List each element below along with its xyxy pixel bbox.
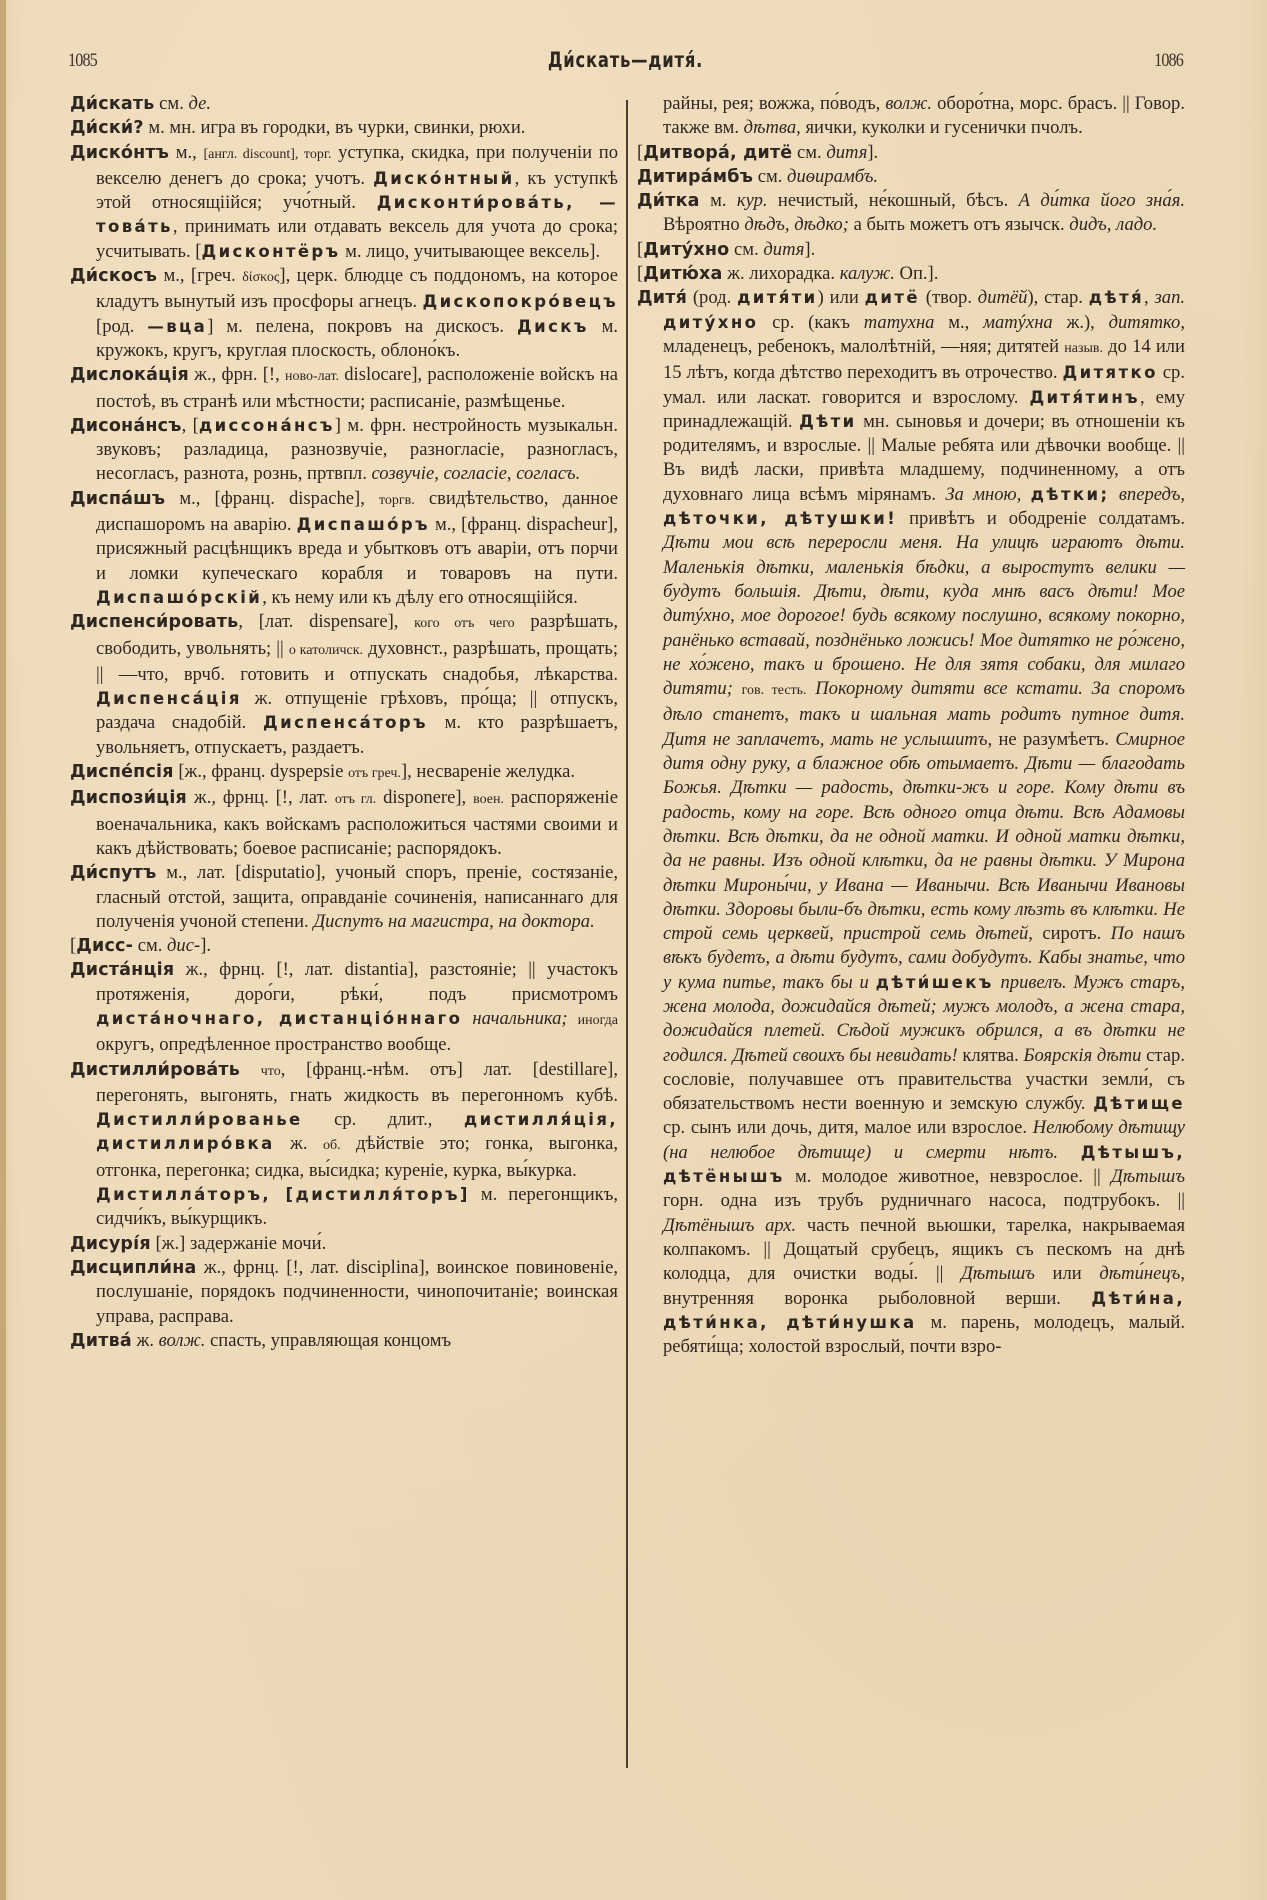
headword: Ди́скосъ xyxy=(70,266,158,287)
derived-headword: диста́ночнаго, дистанціо́ннаго xyxy=(96,1008,463,1028)
dictionary-entry xyxy=(70,363,618,414)
page-number-left: 1085 xyxy=(68,50,97,71)
dictionary-entry xyxy=(70,264,618,363)
definition-text: , яички, куколки и гусенички пчолъ. xyxy=(796,117,1083,139)
headword: Диспенси́ровать xyxy=(70,612,239,633)
definition-text: ], несвареніе желудка. xyxy=(400,761,576,783)
dictionary-entry xyxy=(70,487,618,610)
dictionary-entry xyxy=(70,1329,618,1353)
definition-text: [ xyxy=(637,263,644,285)
italic-example: татухна xyxy=(863,311,935,333)
italic-example: Дѣтышъ xyxy=(960,1263,1035,1285)
definition-text: а быть можетъ отъ язычск. xyxy=(848,214,1070,236)
italic-example: дѣдъ, дѣдко; xyxy=(744,214,849,236)
definition-text: ср. сынъ или дочь, дитя, малое или взрослое. xyxy=(663,1117,1033,1139)
definition-text: оборо́тна, морс. брасъ. || Говор. также вм. xyxy=(663,93,1185,139)
dictionary-subentry xyxy=(70,1183,618,1232)
derived-headword: Диспенса́торъ xyxy=(263,713,428,733)
derived-headword: Дитя́тинъ xyxy=(1029,387,1140,407)
italic-example: дитя xyxy=(763,238,805,260)
italic-example: дѣти́нецъ xyxy=(1099,1263,1181,1285)
definition-text: , [франц.-нѣм. отъ] лат. [destillare], перегонять, выгонять, гнать жидкость въ перегонномъ кубѣ. xyxy=(96,1058,618,1106)
definition-text: [ж., франц. dyspepsie xyxy=(173,761,349,783)
italic-example: дидъ, ладо. xyxy=(1069,214,1158,236)
derived-headword: Дитятко xyxy=(1062,363,1158,383)
italic-example: волж. xyxy=(885,93,933,114)
definition-text: клятва. xyxy=(957,1044,1024,1066)
dictionary-entry xyxy=(637,238,1185,262)
definition-text: м. перегонщикъ, сидчи́къ, вы́курщикъ. xyxy=(96,1184,618,1230)
abbreviation: отъ гл. xyxy=(334,792,377,808)
dictionary-entry xyxy=(70,141,618,264)
definition-text: [род. xyxy=(96,315,148,337)
derived-headword: дитя́ти xyxy=(737,288,818,308)
left-column xyxy=(70,92,618,1353)
italic-example: кур. xyxy=(736,190,768,212)
definition-text: disponere], xyxy=(376,787,474,809)
derived-headword: диссона́нсъ xyxy=(198,415,335,435)
derived-headword: Диспенса́ція xyxy=(96,689,242,709)
definition-text: dislocare], расположеніе войскъ на постоѣ, въ странѣ или мѣстности; расписаніе, размѣщенье. xyxy=(96,364,618,412)
definition-text: дѣйствіе это; гонка, выгонка, отгонка, перегонка; сидка, вы́сидка; куреніе, курка, вы́курка. xyxy=(96,1133,619,1181)
italic-example: калуж. xyxy=(839,263,895,285)
dictionary-entry xyxy=(70,610,618,760)
derived-headword: Дистилла́торъ, [дистилля́торъ] xyxy=(96,1185,470,1205)
derived-headword: дитё xyxy=(864,288,920,308)
dictionary-entry xyxy=(70,116,618,140)
derived-headword: Диско́нтный xyxy=(373,168,515,188)
definition-text xyxy=(869,972,876,993)
definition-text: Оп.]. xyxy=(894,263,939,285)
derived-headword: Дискъ xyxy=(517,316,589,336)
headword: Дитя́ xyxy=(637,288,688,309)
dictionary-entry xyxy=(637,165,1185,189)
definition-text: м. кружокъ, кругъ, круглая плоскость, облоно́къ. xyxy=(96,315,618,361)
italic-example: матýхна xyxy=(983,311,1053,333)
derived-headword: Дѣтышъ, дѣтёнышъ xyxy=(663,1142,1186,1187)
abbreviation: об. xyxy=(322,1138,341,1154)
definition-text: ж., фрн. [!, xyxy=(188,364,285,386)
headword: Дисципли́на xyxy=(70,1257,197,1278)
definition-text: часть печной вьюшки, тарелка, накрываемая колпакомъ. || Дощатый срубецъ, ящикъ съ пескомъ на днѣ колодца, для очистки воды́. || xyxy=(663,1214,1186,1285)
derived-headword: Диспашо́рскій xyxy=(96,587,263,607)
italic-example: диѳирамбъ. xyxy=(787,165,878,187)
derived-headword: Дисконтёръ xyxy=(201,241,341,261)
definition-text: см. xyxy=(133,935,168,957)
abbreviation: δίσκος xyxy=(242,270,280,286)
italic-example: начальника; xyxy=(472,1007,568,1029)
definition-text: , принимать или отдавать вексель для учота до срока; усчитывать. [ xyxy=(96,216,618,262)
headword: Дислока́ція xyxy=(70,365,189,386)
definition-text xyxy=(1021,484,1030,505)
abbreviation: кого отъ чего xyxy=(414,616,515,632)
dictionary-entry xyxy=(70,414,618,487)
right-column xyxy=(637,92,1185,1359)
abbreviation: что xyxy=(260,1063,281,1079)
definition-text: округъ, опредѣленное пространство вообще. xyxy=(96,1034,452,1056)
definition-text: , [лат. dispensare], xyxy=(238,611,415,633)
definition-text: , внутренняя воронка рыболовной верши. xyxy=(663,1263,1185,1309)
derived-headword: дѣти́шекъ xyxy=(875,972,994,992)
definition-text: распоряженіе военачальника, какъ войскамъ расположиться частями своими и какъ дѣйствовать; боевое расписаніе; распорядокъ. xyxy=(96,787,618,859)
dictionary-entry xyxy=(70,760,618,786)
definition-text: райны, рея; вожжа, по́водъ, xyxy=(663,93,886,114)
abbreviation: отъ греч. xyxy=(348,766,401,782)
italic-example: дитятко xyxy=(1108,311,1181,333)
italic-example: Боярскія дѣти xyxy=(1023,1044,1142,1066)
headword: Диспа́шъ xyxy=(70,488,166,509)
dictionary-entry xyxy=(70,861,618,934)
definition-text: ] м. пелена, покровъ на дискосъ. xyxy=(207,315,518,337)
definition-text: ж. xyxy=(274,1133,323,1155)
headword: Дитира́мбъ xyxy=(637,166,754,187)
italic-example: созвучіе, согласіе, согласъ. xyxy=(371,463,581,485)
definition-text: см. xyxy=(792,141,827,163)
definition-text: ]. xyxy=(804,238,816,260)
abbreviation: [англ. discount], торг. xyxy=(203,146,332,162)
abbreviation: ново-лат. xyxy=(284,369,340,385)
italic-example: впередъ, xyxy=(1118,483,1185,505)
italic-example: привелъ. Мужъ старъ, жена молода, дожидайся дѣтей; мужъ молодъ, а жена стара, дожидайся плетей. Сѣдой мужикъ обрился, а въ дѣтки не годился. Дѣтей своихъ бы невидать! xyxy=(663,971,1185,1066)
italic-example: дис- xyxy=(167,935,201,957)
definition-text: м., лат. [disputatio], учоный споръ, преніе, состязаніе, гласный отстой, защита, оправданіе сочиненія, написаннаго для полученія учоной степени. xyxy=(96,862,618,932)
definition-text: , къ уступкѣ этой относящіійся; учо́тный. xyxy=(96,167,618,214)
book-spine-edge xyxy=(0,0,6,1900)
running-title: Ди́скать—дитя́. xyxy=(547,48,704,72)
definition-text: ср. длит., xyxy=(302,1109,464,1131)
abbreviation: воен. xyxy=(473,792,504,808)
derived-headword: Дископокро́вецъ xyxy=(422,292,618,312)
definition-text: ж. лихорадка. xyxy=(722,263,840,285)
definition-text: духовнст., разрѣшать, прощать; || —что, врчб. готовить и отпускать снадобья, лѣкарства. xyxy=(96,637,618,685)
definition-text: [ xyxy=(70,935,77,957)
definition-text: свидѣтельство, данное диспашоромъ на аварію. xyxy=(96,487,619,536)
derived-headword: Дистилли́рованье xyxy=(96,1110,303,1130)
dictionary-entry xyxy=(70,1232,618,1256)
definition-text xyxy=(462,1008,472,1029)
definition-text: мн. сыновья и дочери; въ отношеніи къ родителямъ, и взрослые. || Малые ребята или дѣвочки вообще. || Въ видѣ ласки, привѣта младшему, подчиненному, а отъ духовнаго лица всѣмъ мірянамъ. xyxy=(663,410,1185,505)
definition-text: ср. умал. или ласкат. говорится и взрослому. xyxy=(663,362,1185,408)
definition-text: ], церк. блюдце съ поддономъ, на которое кладутъ вынутый изъ просфоры агнецъ. xyxy=(96,265,618,313)
abbreviation: о католичск. xyxy=(288,642,364,658)
definition-text: ), стар. xyxy=(1027,287,1089,309)
italic-example: За мною, xyxy=(945,483,1022,505)
definition-text: м. xyxy=(699,190,737,212)
derived-headword: дѣтки; xyxy=(1030,484,1110,504)
definition-text: ж.), xyxy=(1052,311,1109,333)
definition-text: [ xyxy=(637,141,644,163)
dictionary-entry xyxy=(637,262,1185,286)
definition-text: , къ нему или къ дѣлу его относящіійся. xyxy=(262,586,578,608)
definition-text: см. xyxy=(154,93,189,114)
definition-text: Вѣроятно xyxy=(663,214,745,236)
definition-text: м. мн. игра въ городки, въ чурки, свинки, рюхи. xyxy=(143,117,526,139)
dictionary-entry xyxy=(637,141,1185,165)
abbreviation: гов. тесть. xyxy=(741,683,807,699)
definition-text: м., [греч. xyxy=(157,265,243,287)
italic-example: де. xyxy=(188,93,212,114)
italic-example: дитя xyxy=(826,141,868,163)
definition-text: м. лицо, учитывающее вексель]. xyxy=(340,240,601,262)
definition-text: нечистый, не́кошный, бѣсъ. xyxy=(767,190,1019,212)
derived-headword: Дѣти́на, дѣти́нка, дѣти́нушка xyxy=(663,1288,1185,1332)
definition-text: , ему принадлежащій. xyxy=(663,386,1185,432)
derived-headword: дистилля́ція, дистиллиро́вка xyxy=(96,1110,618,1154)
abbreviation: назыв. xyxy=(1064,340,1104,356)
derived-headword: —вца xyxy=(147,316,208,336)
definition-text: , xyxy=(1144,287,1155,309)
derived-headword: Дисконти́рова́ть, —това́ть xyxy=(96,193,618,237)
definition-text: [ xyxy=(637,238,644,260)
definition-text: ж. xyxy=(131,1329,159,1351)
definition-text: или xyxy=(1034,1263,1100,1285)
definition-text: м., xyxy=(934,311,984,333)
definition-text xyxy=(1109,484,1118,505)
italic-example: Нелюбому дѣтищу (на нелюбое дѣтище) и смерти нѣтъ. xyxy=(663,1117,1185,1163)
headword: Ди́скать xyxy=(70,94,155,114)
page-number-right: 1086 xyxy=(1154,50,1183,71)
italic-example: Смирное дитя одну руку, а блажное обѣ отымаетъ. Дѣти — благодать Божья. Дѣтки — радость, дѣтки-жъ и горе. Кому дѣти въ радость, кому на горе. Всѣ одного отца дѣти. Всѣ Адамовы дѣтки. Всѣ дѣтки, да не одной матки. И одной матки дѣтки, да не равны. Изъ одной клѣтки, да не равны дѣтки. У Мирона дѣтки Мироны́чи, у Ивана — Иванычи. Всѣ Иванычи Ивановы дѣтки. Здоровы были-бъ дѣтки, есть кому лѣзть въ клѣтки. Не строй семь церквей, пристрой семь дѣтей, xyxy=(663,728,1185,945)
derived-headword: диту́хно xyxy=(663,312,759,332)
definition-text xyxy=(807,678,816,699)
definition-text xyxy=(1058,1142,1081,1163)
column-divider-rule xyxy=(626,100,628,1768)
abbreviation: торгв. xyxy=(378,492,415,508)
headword: Диту́хно xyxy=(643,239,730,260)
definition-text xyxy=(240,1059,261,1080)
dictionary-entry xyxy=(70,958,618,1057)
dictionary-entry xyxy=(70,92,618,116)
definition-text: м. кто разрѣшаетъ, увольняетъ, отпускаетъ, раздаетъ. xyxy=(96,712,618,758)
derived-headword: Диспашо́ръ xyxy=(296,515,430,535)
italic-example: А ди́тка його зна́я. xyxy=(1018,190,1185,212)
headword: Ди́ски́? xyxy=(70,118,144,139)
headword: Дисурі́я xyxy=(70,1233,151,1254)
italic-example: дѣтва xyxy=(743,117,797,139)
dictionary-entry xyxy=(70,934,618,958)
derived-headword: Дѣтище xyxy=(1093,1094,1185,1114)
definition-text: ж. отпущеніе грѣховъ, про́ща; || отпускъ, раздача снадобій. xyxy=(96,688,618,734)
derived-headword: дѣточки, дѣтушки! xyxy=(663,509,898,529)
definition-text: м., xyxy=(169,141,204,163)
italic-example: По нашъ вѣкъ будетъ, а дѣти будутъ, сами добудутъ. Кабы знатье, что у кума питье, такъ бы и xyxy=(663,923,1185,993)
headword: Дисона́нсъ xyxy=(70,415,182,436)
headword: Диспе́псія xyxy=(70,762,174,783)
italic-example: дитёй xyxy=(977,287,1028,309)
definition-text: м., [франц. dispacheur], присяжный расцѣнщикъ вреда и убытковъ отъ аваріи, отъ порчи и ломки купеческаго корабля и товаровъ на пути. xyxy=(96,514,618,584)
definition-text: уступка, скидка, при полученіи по векселю денегъ до срока; учотъ. xyxy=(96,141,618,189)
definition-text: , младенецъ, ребенокъ, малолѣтній, —няя; дитятей xyxy=(663,311,1185,357)
headword: Дистилли́рова́ть xyxy=(70,1059,240,1080)
definition-text: см. xyxy=(729,238,764,260)
definition-text: ж., фрнц. [!, лат. distantia], разстояніе; || участокъ протяженія, доро́ги, рѣки́, подъ присмотромъ xyxy=(96,959,618,1005)
dictionary-entry xyxy=(70,786,618,861)
dictionary-entry xyxy=(637,286,1185,1359)
italic-example: Покорному дитяти все кстати. За споромъ дѣло станетъ, такъ и шальная мать родитъ путное дитя. Дитя не заплачетъ, мать не услышитъ, xyxy=(663,678,1185,750)
definition-text xyxy=(568,1008,578,1029)
definition-text: ]. xyxy=(200,935,212,957)
definition-text: м. парень, молодецъ, малый. ребяти́ща; холостой взрослый, почти взро- xyxy=(663,1311,1185,1358)
headword: Диско́нтъ xyxy=(70,142,170,163)
definition-text xyxy=(733,678,742,699)
definition-text: привѣтъ и ободреніе солдатамъ. xyxy=(897,508,1185,530)
headword: Ди́спутъ xyxy=(70,863,157,884)
derived-headword: Дѣти xyxy=(799,411,857,431)
italic-example: Дѣти мои всѣ переросли меня. На улицѣ играютъ дѣти. Маленькія дѣтки, маленькія бѣдки, а выростутъ велики — будутъ большія. Дѣти, дѣти, куда мнѣ васъ дѣти! Мое дитýхно, мое дорогое! будь всякому послушно, всякому покорно, ранёнько вставай, позднёнько ложись! Мое дитятко не ро́жено, не хо́жено, такъ и брошено. Не для зятя собаки, для милаго дитяти; xyxy=(663,532,1185,700)
definition-text: до 14 или 15 лѣтъ, когда дѣтство переходитъ въ отрочество. xyxy=(663,335,1185,384)
headword: Диста́нція xyxy=(70,960,175,981)
definition-text: спасть, управляющая концомъ xyxy=(205,1329,452,1351)
definition-text: [ж.] задержаніе мочи́. xyxy=(150,1232,327,1254)
definition-text: ср. (какъ xyxy=(758,311,864,333)
derived-headword: дѣтя́ xyxy=(1088,288,1145,308)
definition-text: см. xyxy=(753,165,788,187)
definition-text: не разумѣетъ. xyxy=(992,728,1116,750)
definition-text: ]. xyxy=(867,141,879,163)
dictionary-entry xyxy=(70,1256,618,1329)
definition-text: ж., фрнц. [!, лат. xyxy=(186,787,335,809)
headword: Ди́тка xyxy=(637,191,700,212)
definition-text: сиротъ. xyxy=(1032,923,1111,945)
headword: Диспози́ція xyxy=(70,788,187,809)
definition-text: , [ xyxy=(181,414,199,436)
definition-text: м., [франц. dispache], xyxy=(165,487,379,509)
italic-example: зап. xyxy=(1154,287,1186,309)
definition-text: (род. xyxy=(687,287,738,309)
italic-example: Дѣтышъ xyxy=(1111,1166,1185,1188)
definition-text: горн. одна изъ трубъ рудничнаго насоса, подтрубокъ. || xyxy=(663,1190,1185,1212)
abbreviation: иногда xyxy=(577,1012,618,1028)
headword: Дитю́ха xyxy=(643,264,723,285)
italic-example: Диспутъ на магистра, на доктора. xyxy=(313,910,595,932)
headword: Дитва́ xyxy=(70,1330,132,1351)
headword: Дисс- xyxy=(76,936,134,957)
dictionary-entry xyxy=(637,189,1185,238)
dictionary-entry xyxy=(70,1058,618,1183)
definition-text: ] м. фрн. нестройность музыкальн. звуковъ; разладица, разнозвучіе, разногласіе, разногласъ, несогласъ, разнота, рознь, пртвпл. xyxy=(96,414,618,485)
definition-text: м. молодое животное, невзрослое. || xyxy=(784,1166,1112,1188)
italic-example: Дѣтёнышъ арх. xyxy=(663,1214,797,1236)
page-header xyxy=(68,48,1183,78)
headword: Дитвора́, дитё xyxy=(643,142,793,163)
definition-text: ж., фрнц. [!, лат. disciplina], воинское повиновеніе, послушаніе, порядокъ подчиненности, чинопочитаніе; воинская управа, расправа. xyxy=(96,1256,618,1327)
definition-text: (твор. xyxy=(919,287,978,309)
definition-text: стар. сословіе, получавшее отъ правительства участки земли́, съ обязательствомъ нести военную и земскую службу. xyxy=(663,1044,1185,1115)
italic-example: волж. xyxy=(158,1329,206,1351)
entry-continuation xyxy=(637,92,1185,141)
definition-text: ) или xyxy=(817,287,865,309)
definition-text: разрѣшать, свободить, увольнять; || xyxy=(96,611,619,659)
